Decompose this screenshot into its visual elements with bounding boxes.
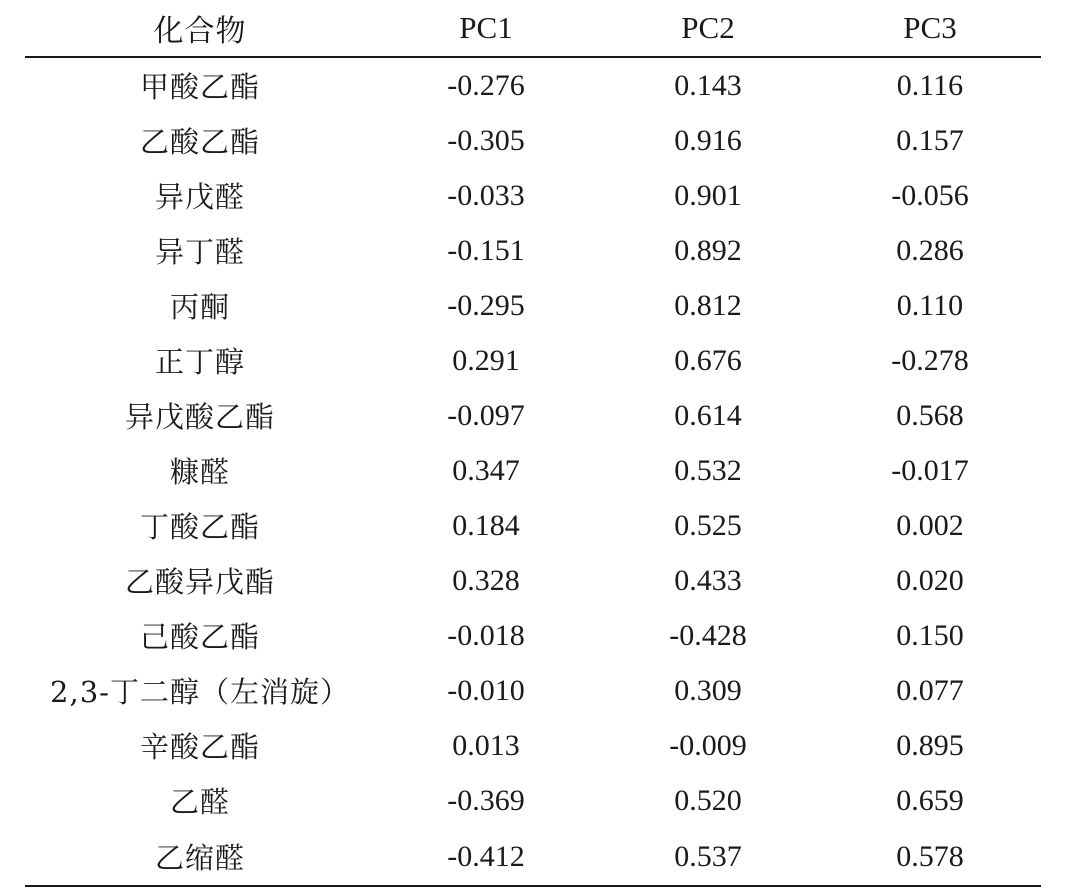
cell-compound: 辛酸乙酯 xyxy=(139,730,260,764)
cell-pc3: 0.150 xyxy=(896,618,964,652)
cell-pc2: 0.532 xyxy=(674,453,742,487)
cell-pc1: 0.013 xyxy=(452,728,520,762)
table-header xyxy=(25,0,1041,57)
cell-compound: 己酸乙酯 xyxy=(139,620,260,654)
cell-compound: 乙酸乙酯 xyxy=(139,125,260,159)
cell-pc2: 0.901 xyxy=(674,178,742,212)
table-row xyxy=(25,608,1041,663)
cell-pc3: -0.056 xyxy=(891,178,969,212)
cell-pc1: -0.010 xyxy=(447,673,525,707)
cell-pc1: 0.328 xyxy=(452,563,520,597)
table-row xyxy=(25,663,1041,718)
table-row xyxy=(25,168,1041,223)
table-body xyxy=(25,57,1041,886)
cell-compound: 丙酮 xyxy=(169,290,230,324)
cell-compound: 2,3-丁二醇（左消旋） xyxy=(50,675,350,709)
cell-pc3: 0.116 xyxy=(896,68,964,102)
cell-pc2: 0.309 xyxy=(674,673,742,707)
cell-pc1: -0.369 xyxy=(447,783,525,817)
table-row xyxy=(25,333,1041,388)
cell-pc2: 0.892 xyxy=(674,233,742,267)
cell-pc1: 0.347 xyxy=(452,453,520,487)
cell-compound: 异戊醛 xyxy=(154,180,245,214)
cell-pc2: -0.009 xyxy=(669,728,747,762)
cell-compound: 正丁醇 xyxy=(154,345,245,379)
cell-pc3: -0.278 xyxy=(891,343,969,377)
cell-compound: 糠醛 xyxy=(169,455,230,489)
cell-pc2: 0.525 xyxy=(674,508,742,542)
cell-pc1: -0.276 xyxy=(447,68,525,102)
pc-loadings-table xyxy=(25,0,1041,887)
cell-pc2: 0.433 xyxy=(674,563,742,597)
cell-pc2: -0.428 xyxy=(669,618,747,652)
cell-compound: 甲酸乙酯 xyxy=(139,70,260,104)
cell-pc1: -0.097 xyxy=(447,398,525,432)
cell-pc2: 0.916 xyxy=(674,123,742,157)
header-pc3: PC3 xyxy=(819,0,1041,57)
table-row xyxy=(25,388,1041,443)
loadings-table-container xyxy=(25,0,1041,887)
cell-pc2: 0.143 xyxy=(674,68,742,102)
table-row xyxy=(25,718,1041,773)
cell-pc1: -0.033 xyxy=(447,178,525,212)
cell-pc3: 0.895 xyxy=(896,728,964,762)
cell-pc2: 0.537 xyxy=(597,828,819,886)
header-pc1: PC1 xyxy=(375,0,597,57)
cell-pc3: 0.002 xyxy=(896,508,964,542)
cell-pc2: 0.676 xyxy=(674,343,742,377)
cell-pc2: 0.614 xyxy=(674,398,742,432)
cell-pc3: 0.286 xyxy=(896,233,964,267)
cell-compound: 乙酸异戊酯 xyxy=(124,565,275,599)
table-row xyxy=(25,773,1041,828)
cell-pc3: 0.568 xyxy=(896,398,964,432)
table-row xyxy=(25,553,1041,608)
header-row xyxy=(25,0,1041,57)
cell-pc3: 0.077 xyxy=(896,673,964,707)
cell-pc3: 0.659 xyxy=(896,783,964,817)
cell-pc1: -0.305 xyxy=(447,123,525,157)
cell-pc1: -0.412 xyxy=(375,828,597,886)
table-row xyxy=(25,443,1041,498)
cell-compound: 乙缩醛 xyxy=(25,828,375,886)
header-pc2: PC2 xyxy=(597,0,819,57)
cell-pc3: 0.110 xyxy=(896,288,964,322)
cell-pc3: -0.017 xyxy=(891,453,969,487)
cell-pc1: -0.018 xyxy=(447,618,525,652)
table-row xyxy=(25,57,1041,113)
table-row xyxy=(25,498,1041,553)
cell-pc1: 0.291 xyxy=(452,343,520,377)
cell-compound: 乙醛 xyxy=(169,785,230,819)
cell-compound: 异丁醛 xyxy=(154,235,245,269)
table-row xyxy=(25,278,1041,333)
header-compound: 化合物 xyxy=(25,0,375,57)
cell-pc3: 0.578 xyxy=(819,828,1041,886)
cell-pc1: -0.151 xyxy=(447,233,525,267)
cell-pc2: 0.520 xyxy=(674,783,742,817)
cell-compound: 丁酸乙酯 xyxy=(139,510,260,544)
cell-pc1: 0.184 xyxy=(452,508,520,542)
cell-pc1: -0.295 xyxy=(447,288,525,322)
table-row xyxy=(25,828,1041,886)
cell-pc3: 0.020 xyxy=(896,563,964,597)
cell-pc2: 0.812 xyxy=(674,288,742,322)
cell-pc3: 0.157 xyxy=(896,123,964,157)
table-row xyxy=(25,223,1041,278)
table-row xyxy=(25,113,1041,168)
cell-compound: 异戊酸乙酯 xyxy=(124,400,275,434)
